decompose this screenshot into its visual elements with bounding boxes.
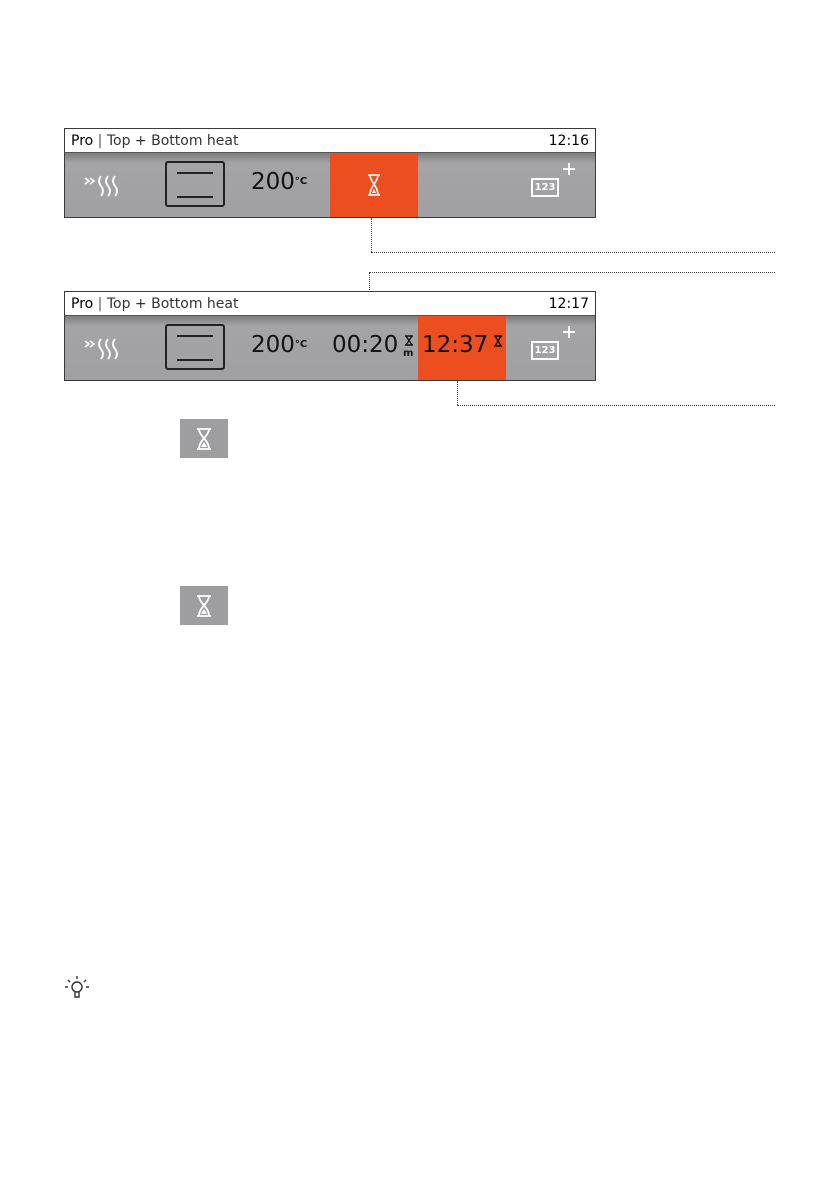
function-bar [65, 153, 595, 218]
oven-top-bottom-heat-icon[interactable] [165, 324, 225, 370]
timer-button-selected[interactable] [330, 153, 418, 218]
program-label: Top + Bottom heat [106, 133, 239, 149]
separator: | [97, 133, 103, 149]
callout-line [457, 381, 458, 405]
oven-display-panel-2 [64, 291, 596, 381]
numeric-keypad-icon[interactable]: 123 [531, 341, 559, 360]
function-bar [65, 316, 595, 381]
plus-icon[interactable] [562, 325, 576, 339]
svg-text:m: m [403, 348, 414, 357]
callout-line [371, 252, 775, 253]
duration-value[interactable]: 00:20 [332, 332, 399, 358]
temperature-number: 200 [251, 169, 295, 195]
end-time-hourglass-icon [493, 335, 503, 347]
mode-label: Pro [71, 133, 94, 149]
separator: | [97, 296, 103, 312]
temperature-number: 200 [251, 332, 295, 358]
program-title [71, 132, 238, 150]
oven-display-panel-1 [64, 128, 596, 218]
heat-waves-icon[interactable] [83, 166, 129, 204]
clock: 12:17 [548, 296, 589, 312]
status-bar [65, 129, 595, 153]
mode-label: Pro [71, 296, 94, 312]
temperature-value[interactable] [251, 167, 307, 197]
callout-line [457, 405, 775, 406]
duration-hourglass-icon [403, 335, 415, 357]
hourglass-icon [180, 419, 228, 458]
numeric-keypad-icon[interactable]: 123 [531, 178, 559, 197]
status-bar [65, 292, 595, 316]
plus-icon[interactable] [562, 162, 576, 176]
temperature-unit: °C [294, 339, 308, 350]
oven-top-bottom-heat-icon[interactable] [165, 161, 225, 207]
hourglass-icon [180, 586, 228, 625]
hourglass-icon [366, 173, 382, 197]
program-label: Top + Bottom heat [106, 296, 239, 312]
program-title [71, 295, 238, 313]
heat-waves-icon[interactable] [83, 329, 129, 367]
temperature-value[interactable] [251, 330, 307, 360]
clock: 12:16 [548, 133, 589, 149]
temperature-unit: °C [294, 176, 308, 187]
callout-line [371, 218, 372, 252]
tip-lightbulb-icon [63, 974, 91, 1004]
end-time-value[interactable]: 12:37 [422, 332, 489, 358]
callout-line [369, 272, 775, 273]
